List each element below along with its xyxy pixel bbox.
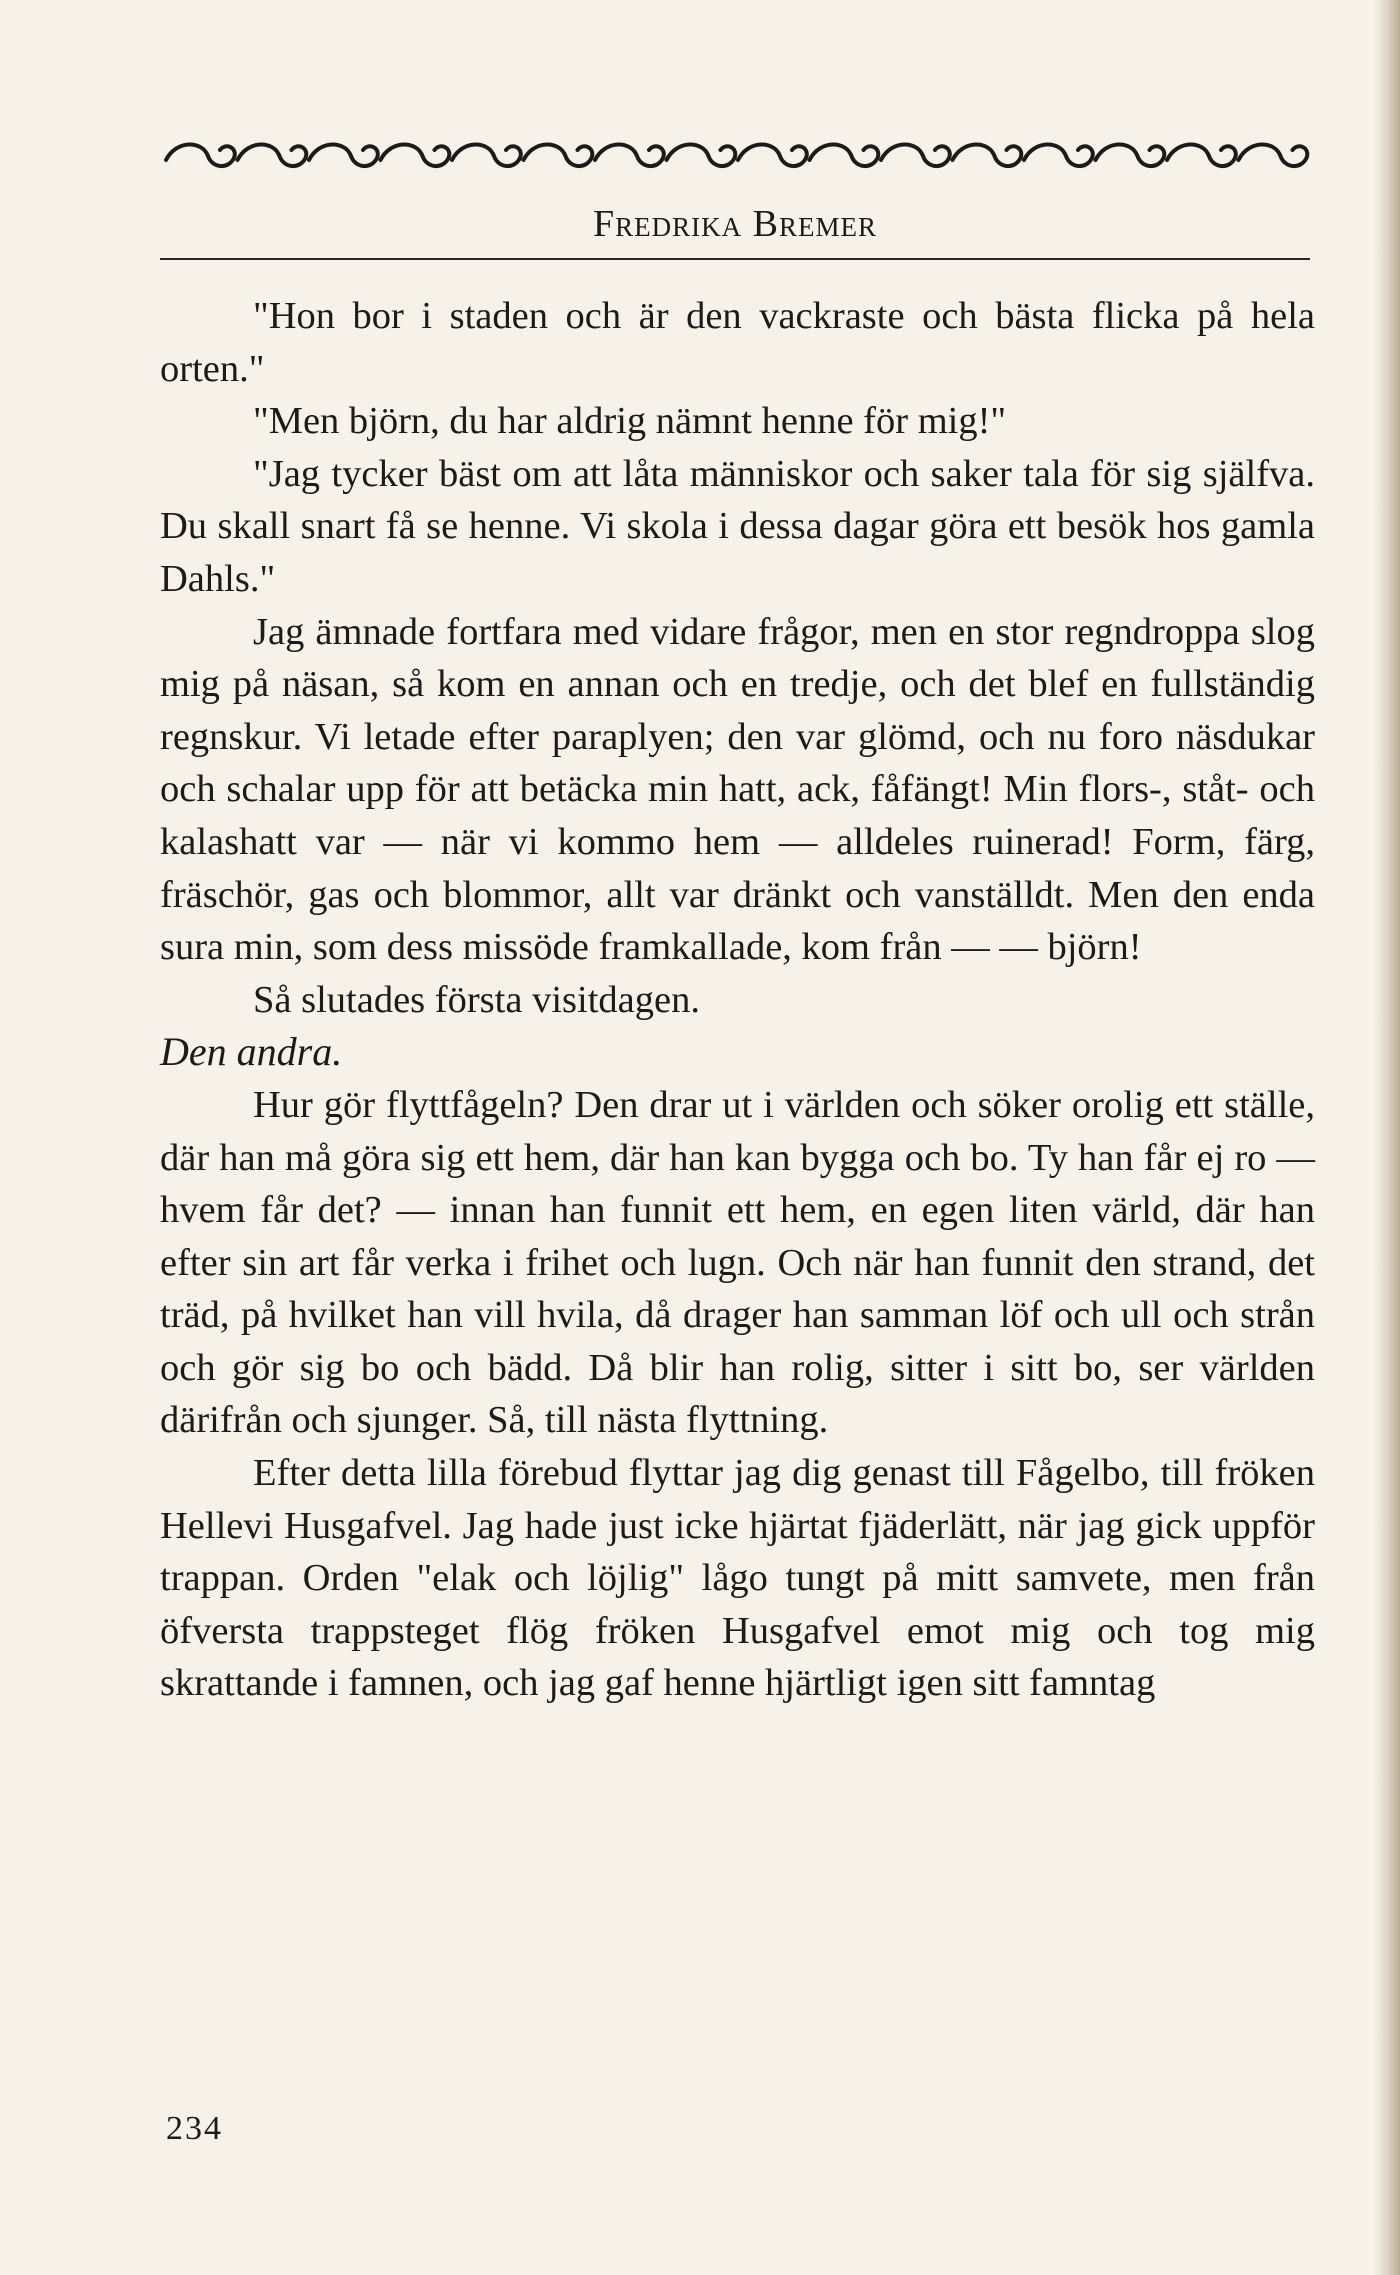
running-head: Fredrika Bremer [593, 203, 877, 245]
section-title: Den andra. [160, 1029, 343, 1075]
header-rule [160, 258, 1310, 260]
body-text [160, 290, 1315, 1710]
page-edge-shadow [1374, 0, 1400, 2275]
paragraph: Jag ämnade fortfara med vidare frågor, men en stor regndroppa slog mig på näsan, så kom en annan och en tredje, och det blef en fullständig regnskur. Vi letade efter paraplyen; den var glömd, och nu foro näsdukar och schalar upp för att betäcka min hatt, ack, fåfängt! Min flors-, ståt- och kalashatt var — när vi kommo hem — alldeles ruinerad! Form, färg, fräschör, gas och blommor, allt var dränkt och vanställdt. Men den enda sura min, som dess missöde framkallade, kom från — — björn! [160, 610, 1315, 969]
paragraph: "Men björn, du har aldrig nämnt henne för mig!" [253, 400, 1007, 443]
paragraph: Hur gör flyttfågeln? Den drar ut i världen och söker orolig ett ställe, där han må göra sig ett hem, där han kan bygga och bo. Ty han får ej ro — hvem får det? — innan han funnit ett hem, en egen liten värld, där han efter sin art får verka i frihet och lugn. Och när han funnit den strand, det träd, på hvilket han vill hvila, då drager han samman löf och ull och strån och gör sig bo och bädd. Då blir han rolig, sitter i sitt bo, ser världen därifrån och sjunger. Så, till nästa flyttning. [160, 1083, 1315, 1442]
paragraph: "Jag tycker bäst om att låta människor och saker tala för sig själfva. Du skall snart få se henne. Vi skola i dessa dagar göra ett besök hos gamla Dahls." [160, 452, 1315, 600]
page-number: 234 [166, 2110, 223, 2147]
paragraph: Så slutades första visitdagen. [253, 978, 700, 1021]
decorative-scroll-band-icon [162, 136, 1312, 176]
paragraph: Efter detta lilla förebud flyttar jag dig genast till Fågelbo, till fröken Hellevi Husgafvel. Jag hade just icke hjärtat fjäderlätt, när jag gick uppför trappan. Orden "elak och löjlig" lågo tungt på mitt samvete, men från öfversta trappsteget flög fröken Husgafvel emot mig och tog mig skrattande i famnen, och jag gaf henne hjärtligt igen sitt famntag [160, 1452, 1315, 1705]
paragraph: "Hon bor i staden och är den vackraste och bästa flicka på hela orten." [160, 295, 1315, 390]
